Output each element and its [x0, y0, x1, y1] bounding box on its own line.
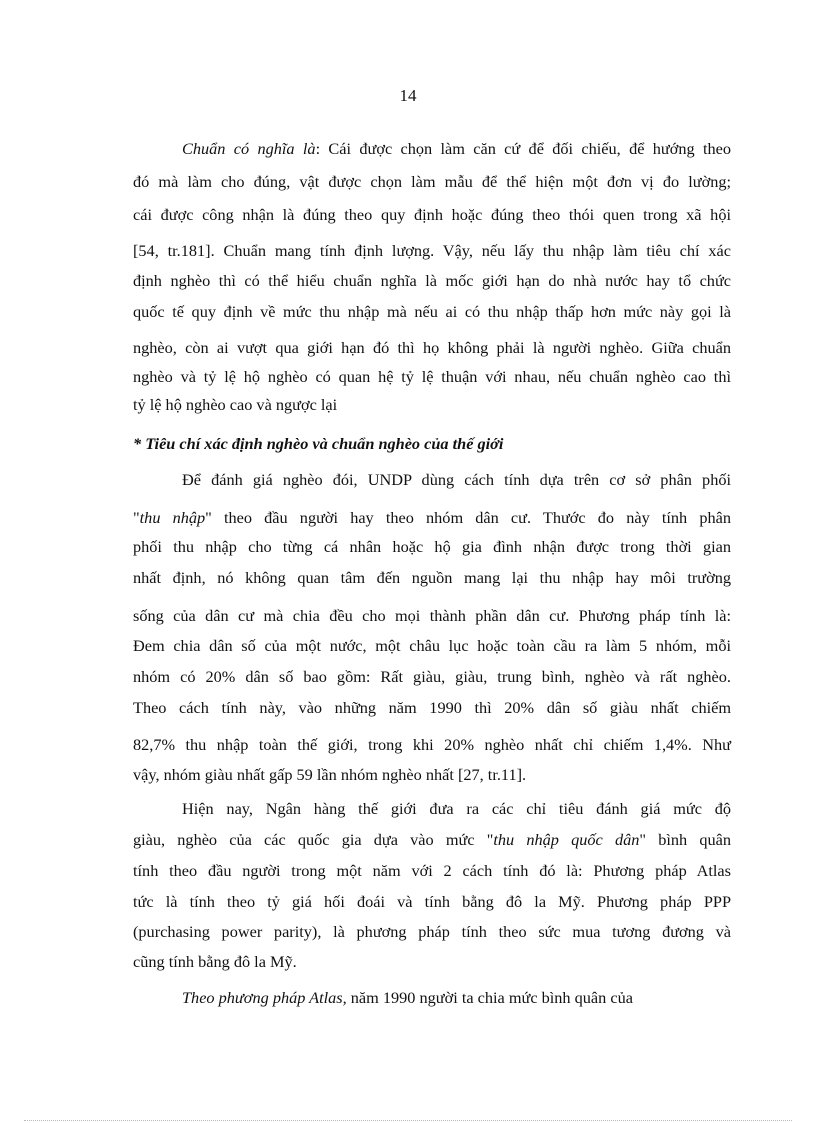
p2-line-2 [133, 507, 731, 529]
p1-line-7: nghèo, còn ai vượt qua giới hạn đó thì họ không phải là người nghèo. Giữa chuẩn [133, 338, 731, 357]
p3-line-2-tail: " bình quân [639, 830, 731, 849]
p1-line-1-text: : Cái được chọn làm căn cứ để đối chiếu, để hướng theo [315, 139, 731, 158]
page-number: 14 [399, 86, 417, 105]
p1-line-6: quốc tế quy định về mức thu nhập mà nếu ai có thu nhập thấp hơn mức này gọi là [133, 302, 731, 321]
p4-line-1 [182, 987, 731, 1009]
p4-term: Theo phương pháp Atlas, [182, 988, 347, 1007]
p1-line-2: đó mà làm cho đúng, vật được chọn làm mẫu để thể hiện một đơn vị đo lường; [133, 172, 731, 191]
p2-quote-open: " [133, 508, 140, 527]
p1-line-8: nghèo và tỷ lệ hộ nghèo có quan hệ tỷ lệ thuận với nhau, nếu chuẩn nghèo cao thì [133, 367, 731, 386]
p1-line-3: cái được công nhận là đúng theo quy định hoặc đúng theo thói quen trong xã hội [133, 205, 731, 224]
p2-line-2-text: theo đầu người hay theo nhóm dân cư. Thước đo này tính phân [211, 508, 731, 527]
p3-line-6: cũng tính bằng đô la Mỹ. [133, 952, 297, 971]
p2-line-6: Đem chia dân số của một nước, một châu lục hoặc toàn cầu ra làm 5 nhóm, mỗi [133, 636, 731, 655]
p2-line-3: phối thu nhập cho từng cá nhân hoặc hộ gia đình nhận được trong thời gian [133, 537, 731, 556]
p3-line-3: tính theo đầu người trong một năm với 2 cách tính đó là: Phương pháp Atlas [133, 861, 731, 880]
p1-line-9: tỷ lệ hộ nghèo cao và ngược lại [133, 395, 338, 414]
p2-line-8: Theo cách tính này, vào những năm 1990 thì 20% dân số giàu nhất chiếm [133, 698, 731, 717]
p3-line-2-text: giàu, nghèo của các quốc gia dựa vào mức " [133, 830, 494, 849]
p2-line-10: vậy, nhóm giàu nhất gấp 59 lần nhóm nghèo nhất [27, tr.11]. [133, 765, 527, 784]
p3-term: thu nhập quốc dân [493, 830, 640, 849]
p2-line-1: Để đánh giá nghèo đói, UNDP dùng cách tính dựa trên cơ sở phân phối [182, 470, 731, 489]
p1-term: Chuẩn có nghĩa là [182, 139, 316, 158]
p4-line-1-text: năm 1990 người ta chia mức bình quân của [346, 988, 633, 1007]
p2-line-4: nhất định, nó không quan tâm đến nguồn mang lại thu nhập hay môi trường [133, 568, 731, 587]
p2-term: thu nhập [139, 508, 206, 527]
p3-line-5: (purchasing power parity), là phương pháp tính theo sức mua tương đương và [133, 922, 731, 941]
p3-line-1: Hiện nay, Ngân hàng thế giới đưa ra các chỉ tiêu đánh giá mức độ [182, 799, 731, 818]
p1-line-1 [182, 138, 731, 160]
p1-line-5: định nghèo thì có thể hiểu chuẩn nghĩa là mốc giới hạn do nhà nước hay tổ chức [133, 271, 731, 290]
footer-divider [24, 1120, 792, 1121]
p3-line-2 [133, 829, 731, 851]
p1-line-4: [54, tr.181]. Chuẩn mang tính định lượng. Vậy, nếu lấy thu nhập làm tiêu chí xác [133, 241, 731, 260]
p3-line-4: tức là tính theo tỷ giá hối đoái và tính bằng đô la Mỹ. Phương pháp PPP [133, 892, 731, 911]
p2-line-9: 82,7% thu nhập toàn thế giới, trong khi 20% nghèo nhất chỉ chiếm 1,4%. Như [133, 735, 731, 754]
p2-line-5: sống của dân cư mà chia đều cho mọi thành phần dân cư. Phương pháp tính là: [133, 606, 731, 625]
p2-line-7: nhóm có 20% dân số bao gồm: Rất giàu, giàu, trung bình, nghèo và rất nghèo. [133, 667, 731, 686]
p2-quote-close: " [205, 508, 212, 527]
section-heading: * Tiêu chí xác định nghèo và chuẩn nghèo của thế giới [133, 434, 504, 453]
